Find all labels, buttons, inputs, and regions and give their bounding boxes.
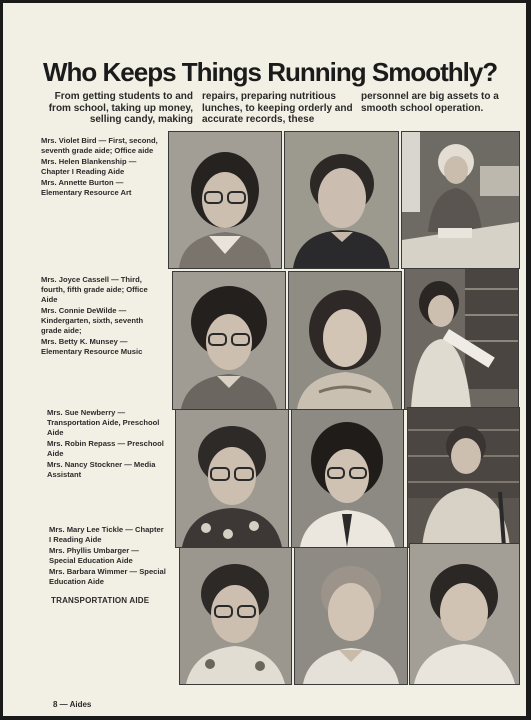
caption-helen-blankenship: Mrs. Helen Blankenship — Chapter I Reading Aide <box>41 157 137 176</box>
caption-block-row-4 <box>49 525 167 588</box>
caption-joyce-cassell: Mrs. Joyce Cassell — Third, fourth, fifth grade aide; Office Aide <box>41 275 148 304</box>
caption-barbara-wimmer: Mrs. Barbara Wimmer — Special Education Aide <box>49 567 166 586</box>
portrait-photo <box>294 547 408 685</box>
caption-robin-repass: Mrs. Robin Repass — Preschool Aide <box>47 439 164 458</box>
yearbook-page <box>3 3 526 716</box>
caption-nancy-stockner: Mrs. Nancy Stockner — Media Assistant <box>47 460 156 479</box>
caption-violet-bird: Mrs. Violet Bird — First, second, seventh grade aide; Office aide <box>41 136 158 155</box>
candid-photo <box>407 407 520 548</box>
portrait-photo <box>409 543 520 685</box>
intro-column-2: repairs, preparing nutritious lunches, to keeping orderly and accurate records, these <box>202 91 353 125</box>
page-title: Who Keeps Things Running Smoothly? <box>43 57 498 87</box>
intro-column-3: personnel are big assets to a smooth school operation. <box>361 91 499 114</box>
intro-column-1: From getting students to and from school, taking up money, selling candy, making <box>48 91 193 125</box>
portrait-photo <box>179 547 292 685</box>
caption-connie-dewilde: Mrs. Connie DeWilde — Kindergarten, sixth, seventh grade aide; <box>41 306 144 335</box>
portrait-photo <box>172 271 286 410</box>
caption-block-row-2 <box>41 275 163 358</box>
caption-betty-munsey: Mrs. Betty K. Munsey — Elementary Resource Music <box>41 337 143 356</box>
portrait-photo <box>168 131 282 269</box>
caption-sue-newberry: Mrs. Sue Newberry — Transportation Aide, Preschool Aide <box>47 408 160 437</box>
candid-photo <box>401 131 520 269</box>
portrait-photo <box>288 271 402 410</box>
portrait-photo <box>175 409 289 548</box>
portrait-photo <box>284 131 399 269</box>
caption-block-row-1 <box>41 136 163 199</box>
caption-annette-burton: Mrs. Annette Burton — Elementary Resource Art <box>41 178 132 197</box>
portrait-photo <box>291 409 404 548</box>
section-label-transportation-aide: TRANSPORTATION AIDE <box>51 596 150 605</box>
caption-phyllis-umbarger: Mrs. Phyllis Umbarger — Special Education Aide <box>49 546 139 565</box>
page-footer: 8 — Aides <box>53 700 92 709</box>
caption-mary-lee-tickle: Mrs. Mary Lee Tickle — Chapter I Reading Aide <box>49 525 164 544</box>
caption-block-row-3 <box>47 408 165 481</box>
candid-photo <box>404 268 519 410</box>
